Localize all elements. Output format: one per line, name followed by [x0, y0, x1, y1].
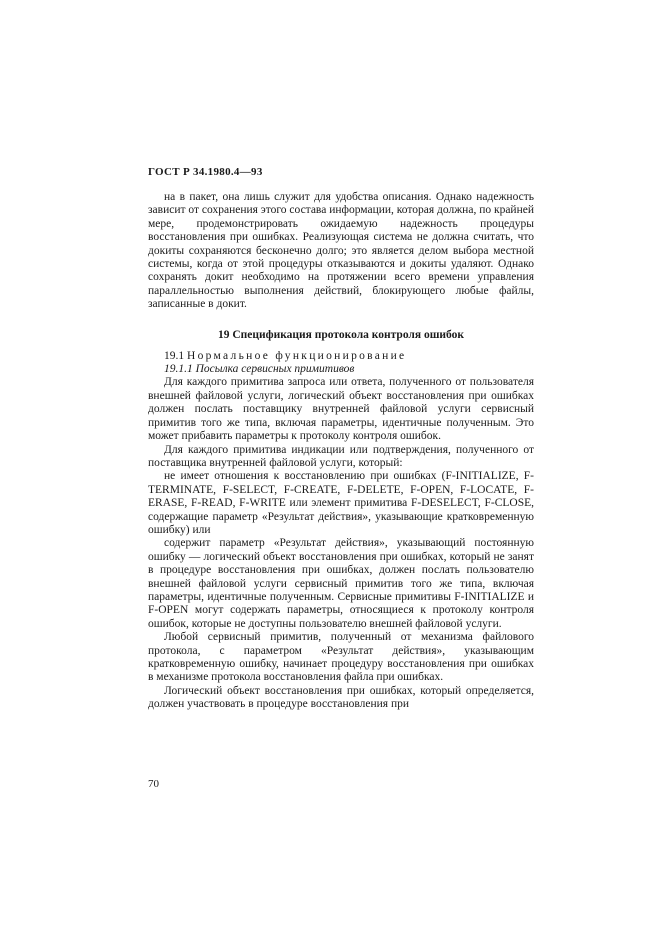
section-19-heading: 19 Спецификация протокола контроля ошибок	[217, 328, 465, 341]
paragraph-list-item-2: содержит параметр «Результат действия», указывающий постоянную ошибку — логический объект восстановления при ошибках, который не занят в процедуре восстановления при ошибках, должен послать пользователю внешней файловой услуги сервисный примитив того же типа, включая параметры, идентичные полученным. Сервисные примитивы F-INITIALIZE и F-OPEN могут содержать параметры, относящиеся к протоколу контроля ошибок, которые не доступны пользователю внешней файловой услуги.	[148, 537, 534, 630]
paragraph-indication: Для каждого примитива индикации или подтверждения, полученного от поставщика внутренней файловой услуги, который:	[148, 443, 534, 469]
paragraph-last: Логический объект восстановления при ошибках, который определяется, должен участвовать в процедуре восстановления при	[148, 684, 534, 711]
paragraph-intro: на в пакет, она лишь служит для удобства описания. Однако надежность зависит от сохранения этого состава информации, которая должна, по крайней мере, продемонстрировать ожидаемую надежность процедуры восстановления при ошибках. Реализующая система не должна считать, что докиты сохраняются бесконечно долго; это является делом выбора местной системы, когда от этой процедуры отказываются и докиты удаляют. Однако сохранять докит необходимо на протяжении всего времени управления параллельностью выполнения действий, блокирующего любые файлы, записанные в докит.	[148, 191, 534, 311]
page-number: 70	[148, 778, 159, 790]
document-header: ГОСТ Р 34.1980.4—93	[148, 166, 263, 178]
section-19-1-title: Нормальное функционирование	[187, 349, 407, 362]
section-19-1-number: 19.1	[164, 349, 185, 362]
body-text	[148, 191, 534, 712]
paragraph-request: Для каждого примитива запроса или ответа, полученного от пользователя внешней файловой услуги, логический объект восстановления при ошибках должен послать поставщику внутренней файловой услуги сервисный примитив того же типа, включая параметры, идентичные полученным. Это может прибавить параметры к протоколу контроля ошибок.	[148, 376, 534, 443]
paragraph-list-item-1: не имеет отношения к восстановлению при ошибках (F-INITIALIZE, F-TERMINATE, F-SELECT, F-CREATE, F-DELETE, F-OPEN, F-LOCATE, F-ERASE, F-READ, F-WRITE или элемент примитива F-DESELECT, F-CLOSE, содержащие параметр «Результат действия», указывающие кратковременную ошибку) или	[148, 470, 534, 536]
paragraph-any-primitive: Любой сервисный примитив, полученный от механизма файлового протокола, с параметром «Результат действия», указывающим кратковременную ошибку, начинает процедуру восстановления при ошибках в механизме протокола восстановления файла при ошибках.	[148, 631, 534, 684]
section-19-1-heading	[148, 350, 534, 363]
section-19-1-1-heading: 19.1.1 Посылка сервисных примитивов	[164, 363, 355, 376]
page-content	[148, 166, 534, 712]
